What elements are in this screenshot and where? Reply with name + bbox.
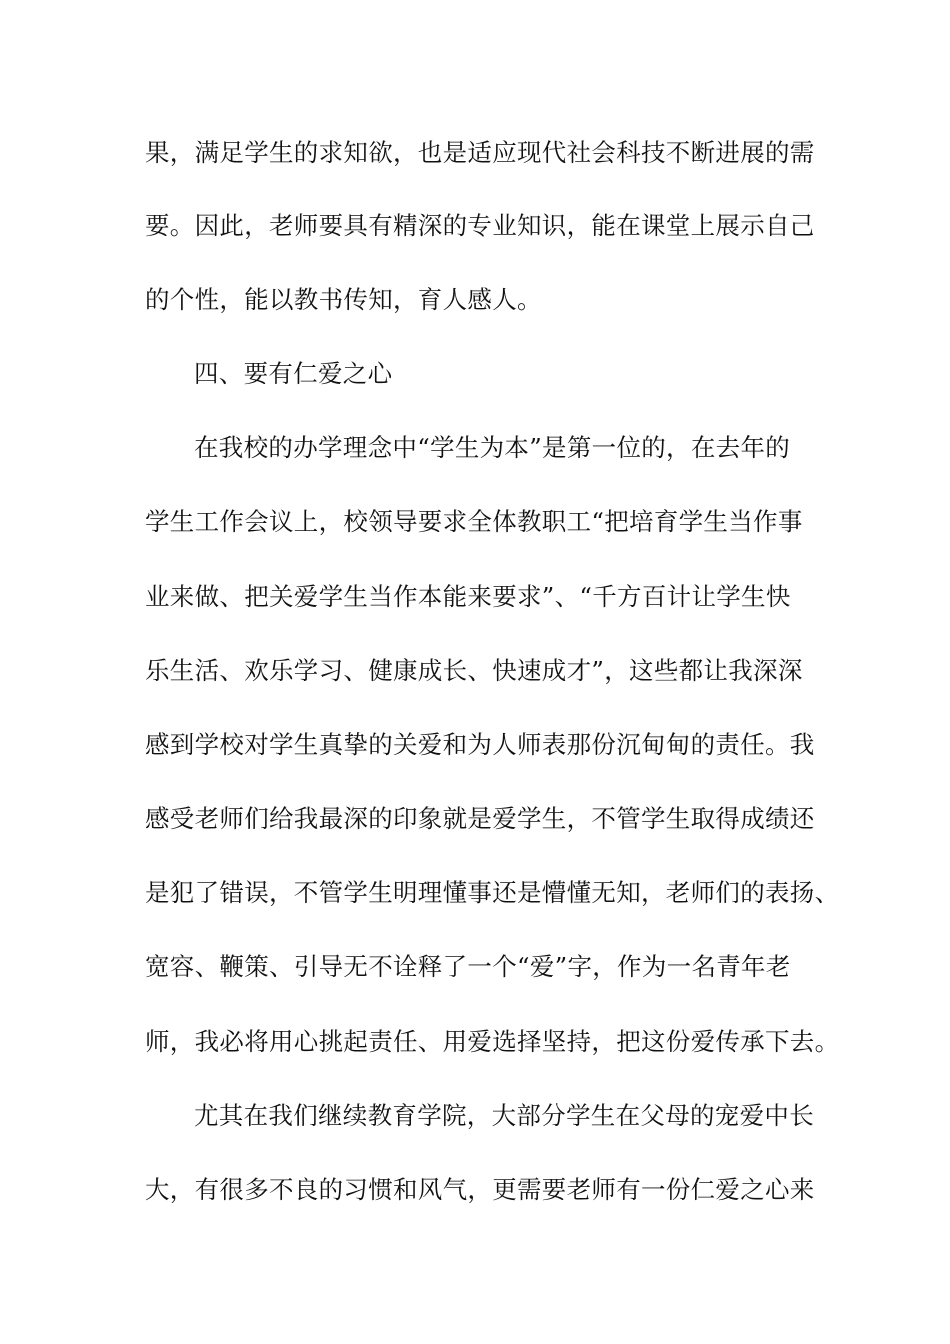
text-line: 要。因此，老师要具有精深的专业知识，能在课堂上展示自己 — [145, 211, 815, 240]
text-line: 乐生活、欢乐学习、健康成长、快速成才”，这些都让我深深 — [145, 656, 803, 685]
text-line: 宽容、鞭策、引导无不诠释了一个“爱”字，作为一名青年老 — [145, 952, 791, 981]
text-line: 尤其在我们继续教育学院，大部分学生在父母的宠爱中长 — [194, 1101, 814, 1130]
text-line: 感受老师们给我最深的印象就是爱学生，不管学生取得成绩还 — [145, 804, 815, 833]
text-line: 师，我必将用心挑起责任、用爱选择坚持，把这份爱传承下去。 — [145, 1027, 840, 1056]
text-line: 大，有很多不良的习惯和风气，更需要老师有一份仁爱之心来 — [145, 1175, 815, 1204]
text-line: 的个性，能以教书传知，育人感人。 — [145, 285, 542, 314]
text-line: 果，满足学生的求知欲，也是适应现代社会科技不断进展的需 — [145, 138, 815, 167]
section-heading: 四、要有仁爱之心 — [194, 359, 393, 388]
text-line: 感到学校对学生真挚的关爱和为人师表那份沉甸甸的责任。我 — [145, 730, 815, 759]
text-line: 业来做、把关爱学生当作本能来要求”、“千方百计让学生快 — [145, 582, 791, 611]
text-line: 是犯了错误，不管学生明理懂事还是懵懂无知，老师们的表扬、 — [145, 878, 840, 907]
text-line: 在我校的办学理念中“学生为本”是第一位的，在去年的 — [194, 433, 791, 462]
text-line: 学生工作会议上，校领导要求全体教职工“把培育学生当作事 — [145, 507, 803, 536]
